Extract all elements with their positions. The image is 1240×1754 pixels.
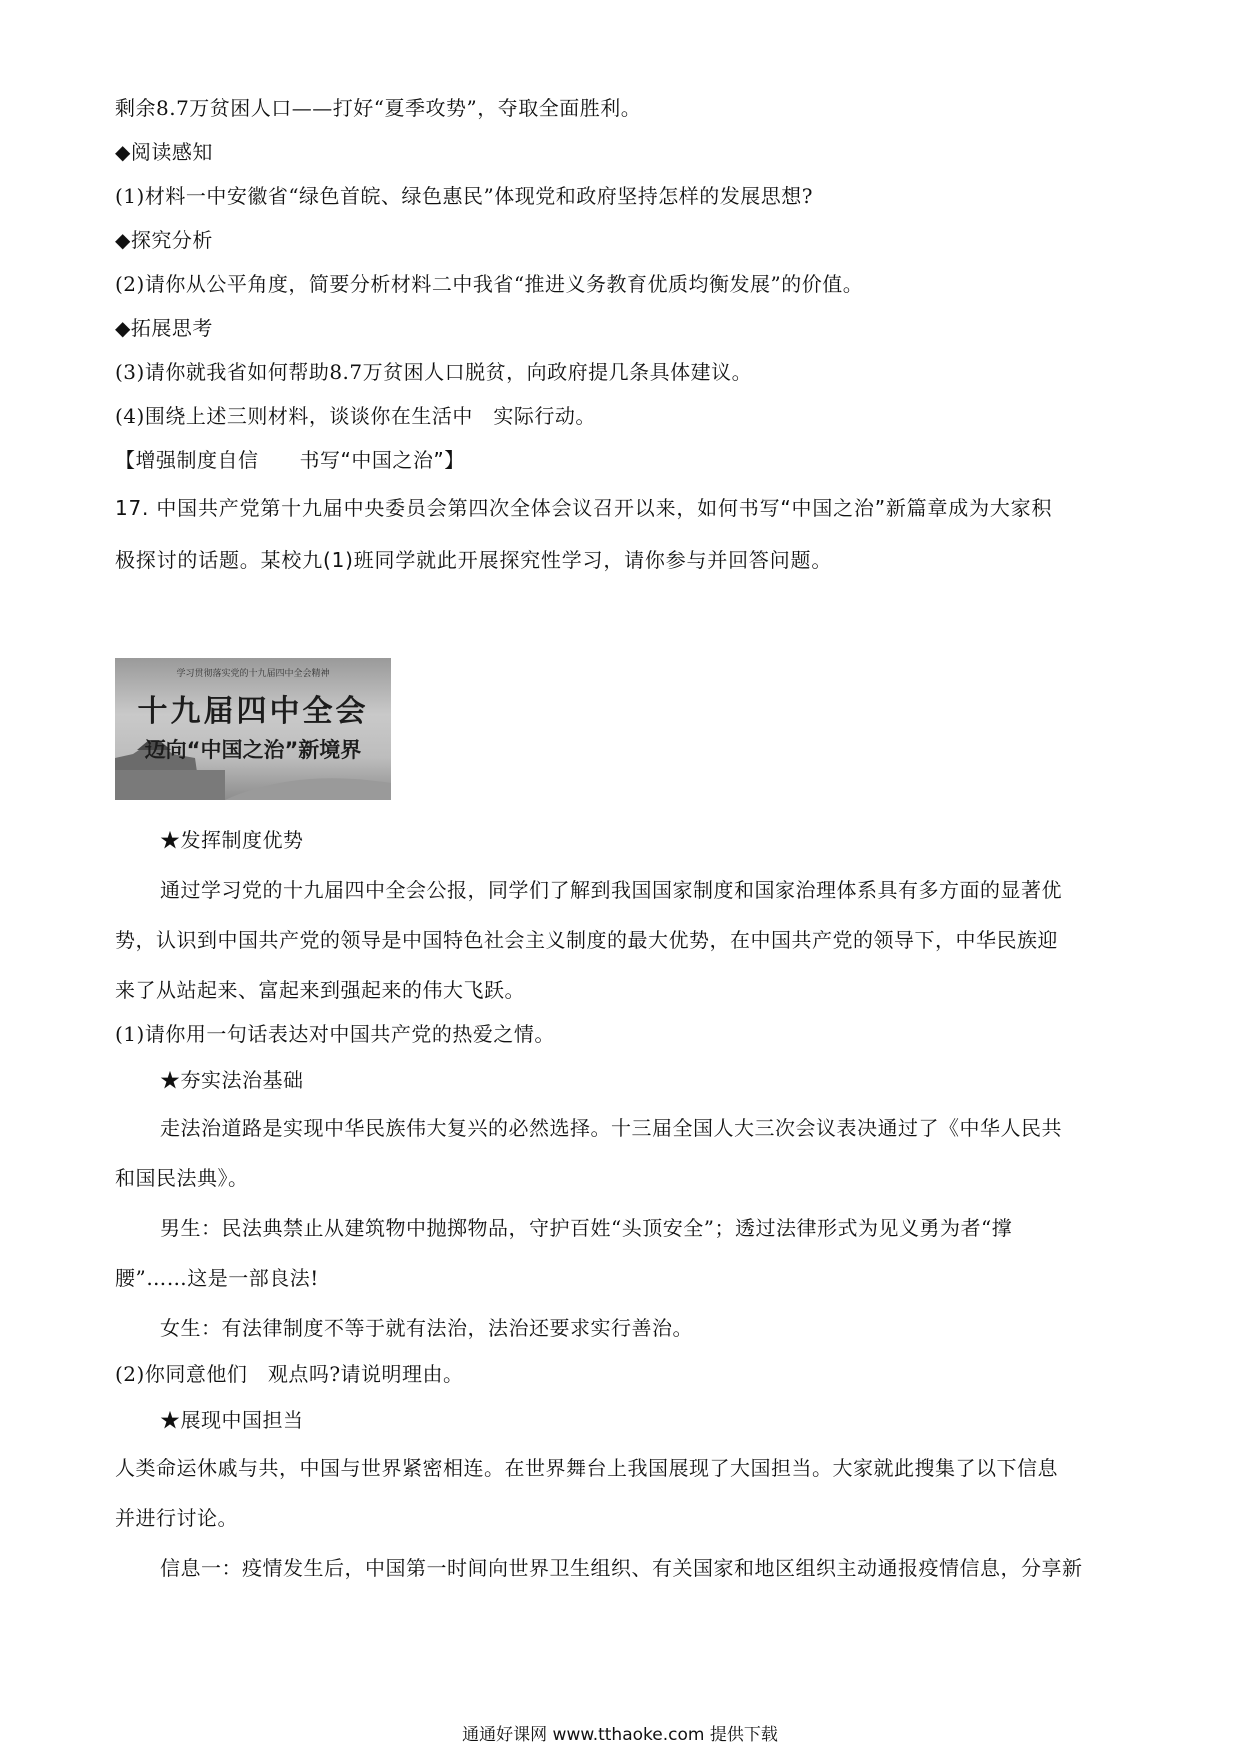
banner-slogan: 迈向“中国之治”新境界 <box>144 738 362 762</box>
paragraph-line: 走法治道路是实现中华民族伟大复兴的必然选择。十三届全国人大三次会议表决通过了《中华人民共 <box>160 1116 1062 1140</box>
question-2: (2)请你从公平角度，简要分析材料二中我省“推进义务教育优质均衡发展”的价值。 <box>115 272 864 296</box>
paragraph-line: 来了从站起来、富起来到强起来的伟大飞跃。 <box>115 978 525 1002</box>
banner-subtitle: 学习贯彻落实党的十九届四中全会精神 <box>176 669 330 679</box>
banner-title: 十九届四中全会 <box>137 694 369 729</box>
paragraph-line: 和国民法典》。 <box>115 1166 249 1190</box>
question-1: (1)材料一中安徽省“绿色首皖、绿色惠民”体现党和政府坚持怎样的发展思想? <box>115 184 814 208</box>
heading-extend: ◆拓展思考 <box>115 316 213 340</box>
boy-statement-cont: 腰”……这是一部良法! <box>115 1266 319 1290</box>
paragraph-line: 势，认识到中国共产党的领导是中国特色社会主义制度的最大优势，在中国共产党的领导下，中华民族迎 <box>115 928 1058 952</box>
footer-credit: 通通好课网 www.tthaoke.com 提供下载 <box>462 1725 778 1745</box>
boy-statement: 男生：民法典禁止从建筑物中抛掷物品，守护百姓“头顶安全”；透过法律形式为见义勇为者“撑 <box>160 1216 1013 1240</box>
question-17-line2: 极探讨的话题。某校九(1)班同学就此开展探究性学习，请你参与并回答问题。 <box>115 548 833 572</box>
question-4: (4)围绕上述三则材料，谈谈你在生活中 实际行动。 <box>115 404 596 428</box>
heading-explore: ◆探究分析 <box>115 228 213 252</box>
question-17-line1: 17. 中国共产党第十九届中央委员会第四次全体会议召开以来，如何书写“中国之治”新篇章成为大家积 <box>115 496 1053 520</box>
subheading-system: ★发挥制度优势 <box>160 828 304 852</box>
paragraph-line: 人类命运休戚与共，中国与世界紧密相连。在世界舞台上我国展现了大国担当。大家就此搜集了以下信息 <box>115 1456 1058 1480</box>
subheading-law: ★夯实法治基础 <box>160 1068 304 1092</box>
question-3: (3)请你就我省如何帮助8.7万贫困人口脱贫，向政府提几条具体建议。 <box>115 360 753 384</box>
text-line: 剩余8.7万贫困人口——打好“夏季攻势”，夺取全面胜利。 <box>115 96 642 120</box>
paragraph-line: 并进行讨论。 <box>115 1506 238 1530</box>
section-title: 【增强制度自信 书写“中国之治”】 <box>115 448 465 472</box>
sub-question-1: (1)请你用一句话表达对中国共产党的热爱之情。 <box>115 1022 555 1046</box>
girl-statement: 女生：有法律制度不等于就有法治，法治还要求实行善治。 <box>160 1316 693 1340</box>
subheading-china-role: ★展现中国担当 <box>160 1408 304 1432</box>
info-1: 信息一：疫情发生后，中国第一时间向世界卫生组织、有关国家和地区组织主动通报疫情信息，分享新 <box>160 1556 1083 1580</box>
heading-reading: ◆阅读感知 <box>115 140 213 164</box>
sub-question-2: (2)你同意他们 观点吗?请说明理由。 <box>115 1362 464 1386</box>
banner-image <box>115 658 391 800</box>
paragraph-line: 通过学习党的十九届四中全会公报，同学们了解到我国国家制度和国家治理体系具有多方面的显著优 <box>160 878 1062 902</box>
